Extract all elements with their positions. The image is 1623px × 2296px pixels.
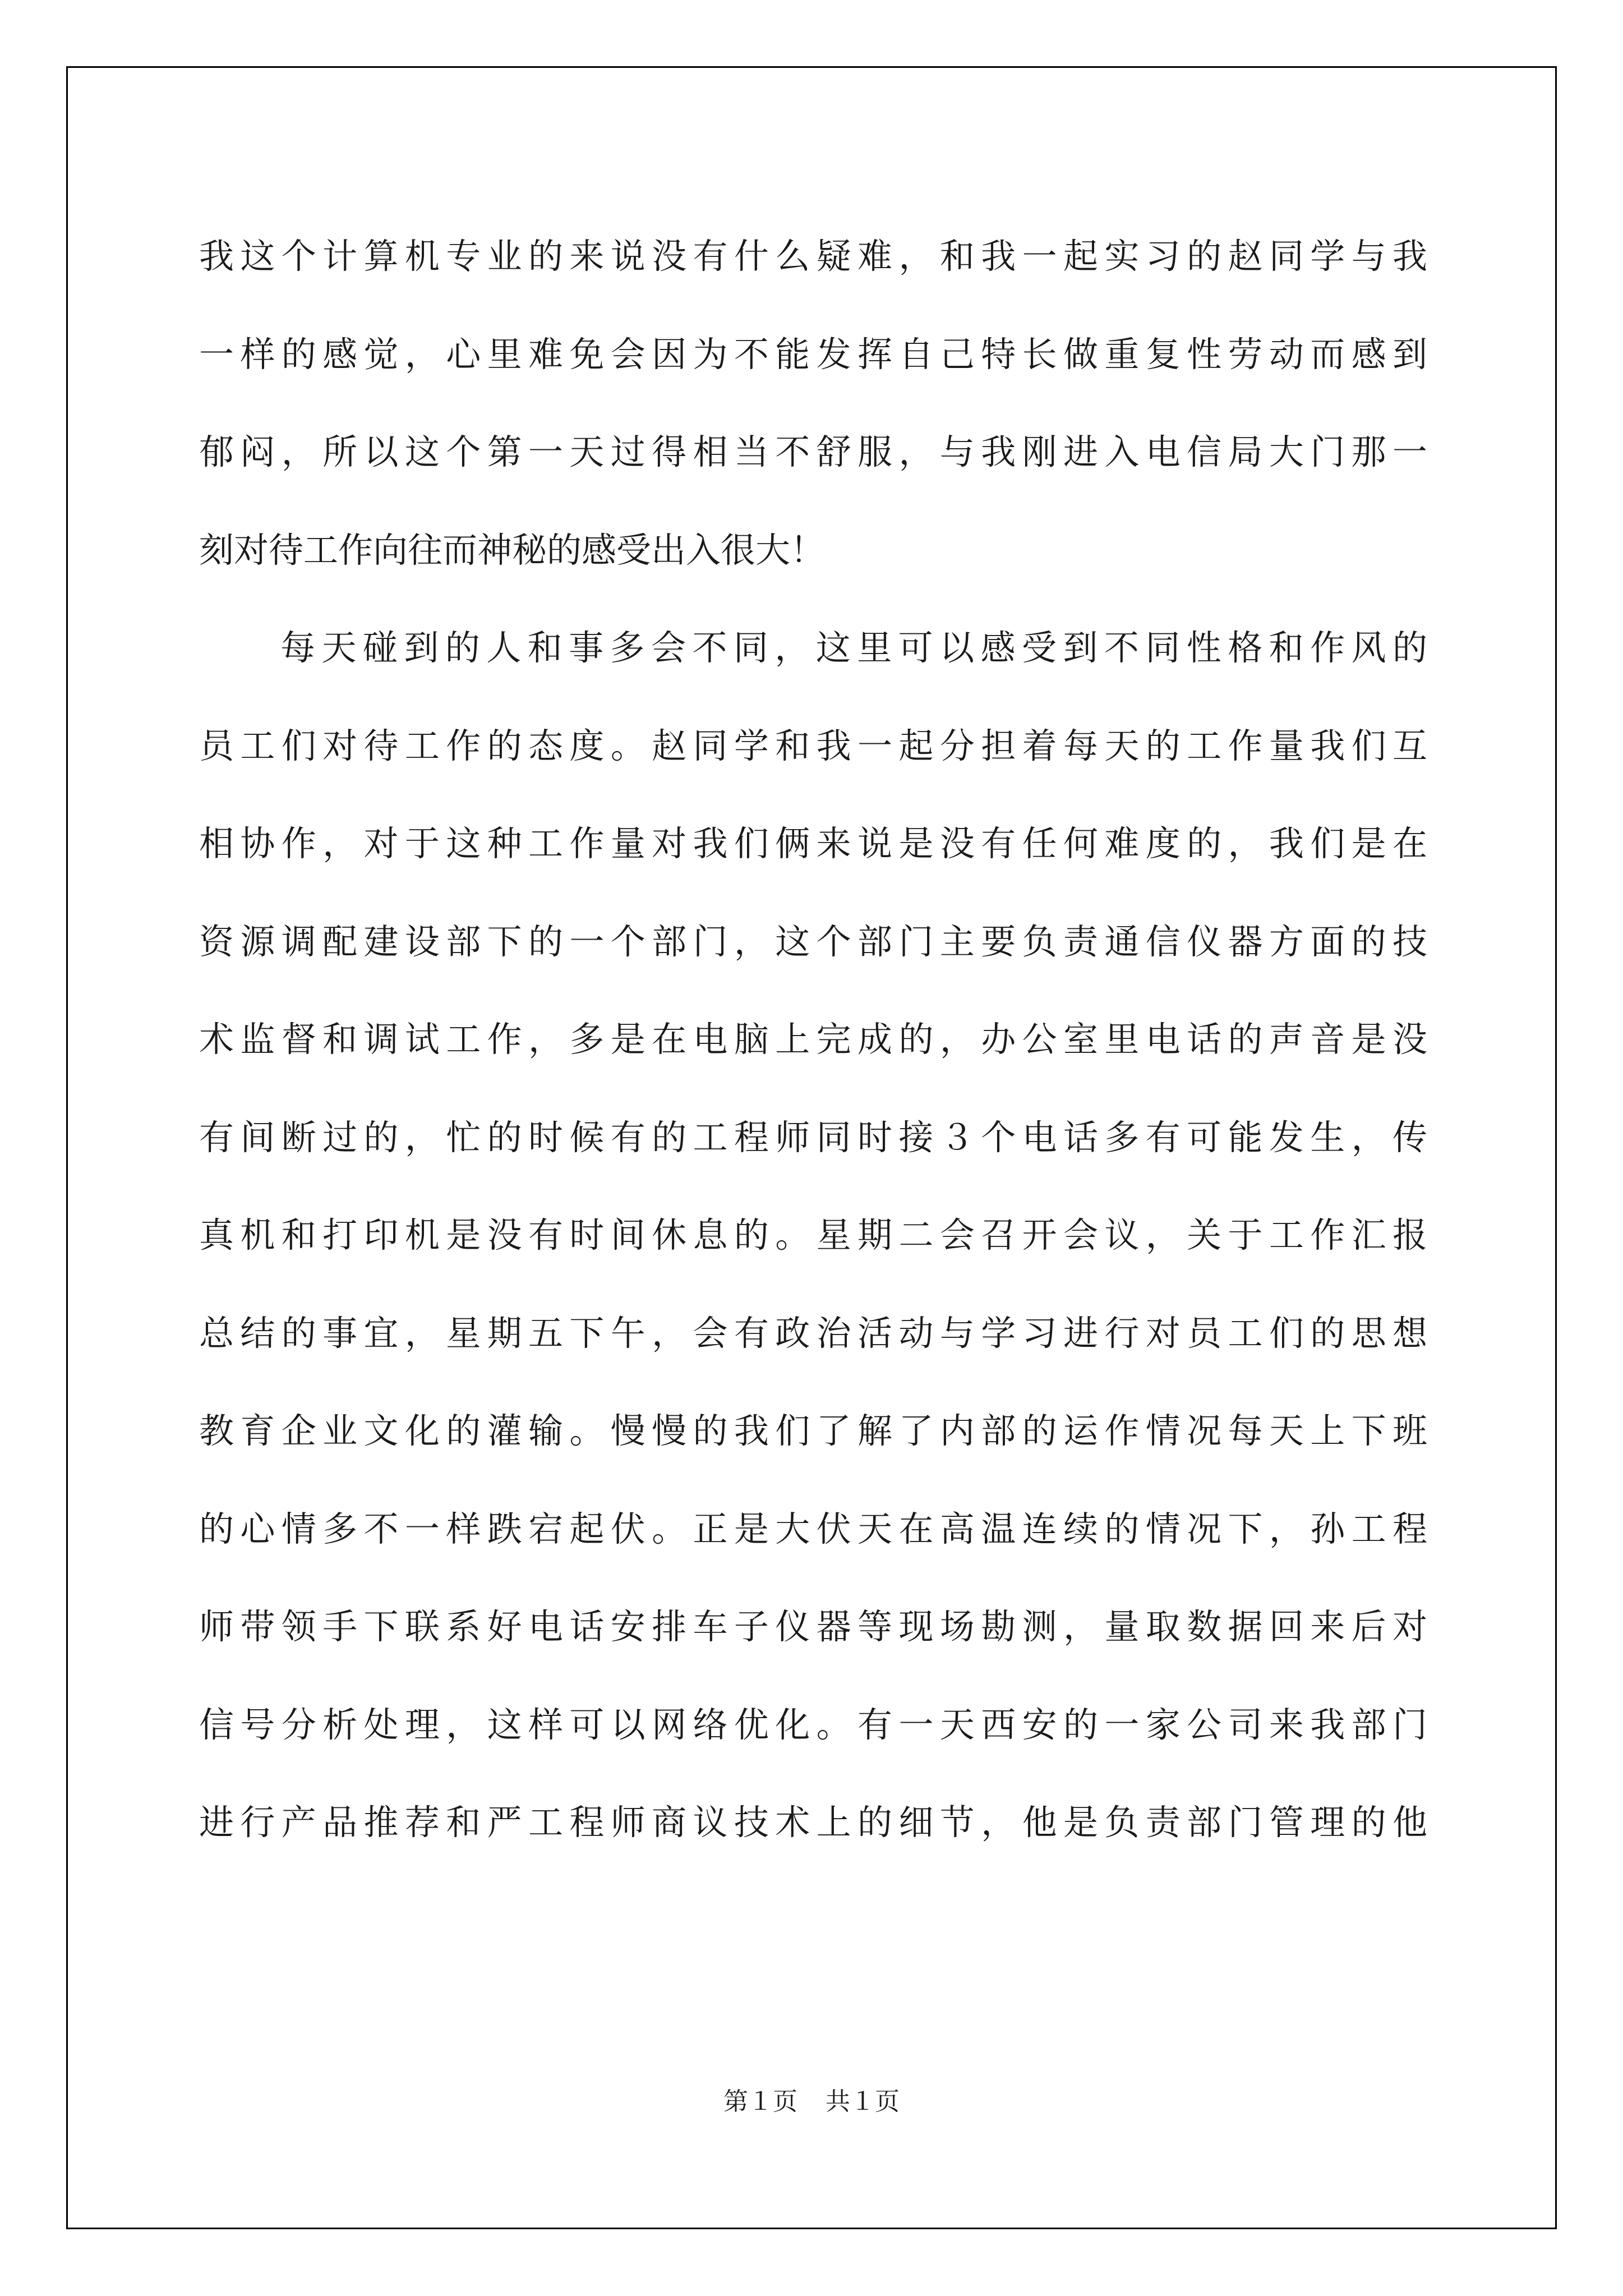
text-line: 术监督和调试工作，多是在电脑上完成的，办公室里电话的声音是没 [199,1019,1427,1060]
document-body [199,208,1427,1872]
text-line: 相协作，对于这种工作量对我们俩来说是没有任何难度的，我们是在 [199,823,1427,864]
text-line: 资源调配建设部下的一个部门，这个部门主要负责通信仪器方面的技 [199,921,1427,962]
text-line: 教育企业文化的灌输。慢慢的我们了解了内部的运作情况每天上下班 [199,1410,1427,1451]
text-line: 师带领手下联系好电话安排车子仪器等现场勘测，量取数据回来后对 [199,1606,1427,1647]
text-line: 郁闷，所以这个第一天过得相当不舒服，与我刚进入电信局大门那一 [199,431,1427,472]
text-line: 一样的感觉，心里难免会因为不能发挥自己特长做重复性劳动而感到 [199,333,1427,375]
text-line: 有间断过的，忙的时候有的工程师同时接３个电话多有可能发生，传 [199,1116,1427,1158]
text-line: 进行产品推荐和严工程师商议技术上的细节，他是负责部门管理的他 [199,1802,1427,1843]
text-line: 总结的事宜，星期五下午，会有政治活动与学习进行对员工们的思想 [199,1312,1427,1354]
paragraph-1 [199,208,1427,599]
paragraph-2 [199,599,1427,1872]
page-number: 第１页 [723,2087,797,2116]
total-pages: 共１页 [826,2087,900,2116]
text-line: 员工们对待工作的态度。赵同学和我一起分担着每天的工作量我们互 [199,725,1427,766]
text-line: 刻对待工作向往而神秘的感受出入很大！ [199,529,826,570]
text-line: 我这个计算机专业的来说没有什么疑难，和我一起实习的赵同学与我 [199,236,1427,277]
text-line: 信号分析处理，这样可以网络优化。有一天西安的一家公司来我部门 [199,1704,1427,1745]
text-line: 的心情多不一样跌宕起伏。正是大伏天在高温连续的情况下，孙工程 [199,1508,1427,1549]
page-footer [0,2081,1623,2117]
text-line: 每天碰到的人和事多会不同，这里可以感受到不同性格和作风的 [280,627,1427,668]
text-line: 真机和打印机是没有时间休息的。星期二会召开会议，关于工作汇报 [199,1214,1427,1255]
